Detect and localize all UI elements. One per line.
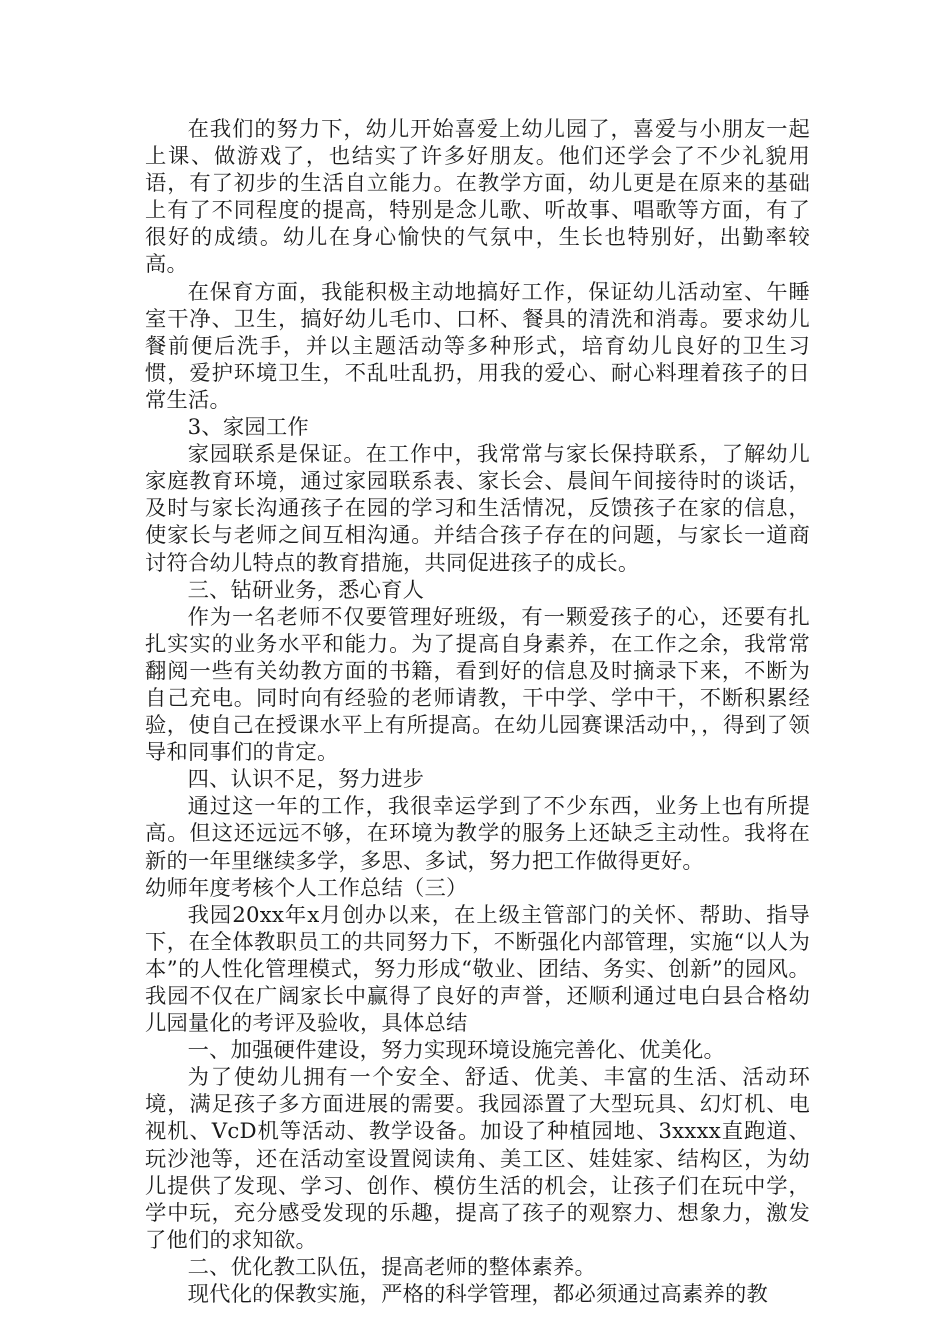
section-heading-3: 3、家园工作: [187, 415, 309, 441]
paragraph-10: 我园20xx年x月创办以来，在上级主管部门的关怀、帮助、指导下，在全体教职员工的共同努力下，不断强化内部管理，实施“以人为本”的人性化管理模式，努力形成“敬业、团结、务实、创新”的园风。我园不仅在广阔家长中赢得了良好的声誉，还顺利通过电白县合格幼儿园量化的考评及验收，具体总结: [145, 902, 810, 1037]
paragraph-8: 通过这一年的工作，我很幸运学到了不少东西，业务上也有所提高。但这还远远不够，在环境为教学的服务上还缺乏主动性。我将在新的一年里继续多学，多思、多试，努力把工作做得更好。: [145, 794, 810, 874]
section-heading-11: 一、加强硬件建设，努力实现环境设施完善化、优美化。: [187, 1038, 726, 1064]
paragraph-6: 作为一名老师不仅要管理好班级，有一颗爱孩子的心，还要有扎扎实实的业务水平和能力。为了提高自身素养，在工作之余，我常常翻阅一些有关幼教方面的书籍，看到好的信息及时摘录下来，不断为自己充电。同时向有经验的老师请教，干中学、学中干，不断积累经验，使自己在授课水平上有所提高。在幼儿园赛课活动中，，得到了领导和同事们的肯定。: [145, 604, 810, 766]
paragraph-12: 为了使幼儿拥有一个安全、舒适、优美、丰富的生活、活动环境，满足孩子多方面进展的需要。我园添置了大型玩具、幻灯机、电视机、VcD机等活动、教学设备。加设了种植园地、3xxxx直跑道、玩沙池等，还在活动室设置阅读角、美工区、娃娃家、结构区，为幼儿提供了发现、学习、创作、模仿生活的机会，让孩子们在玩中学，学中玩，充分感受发现的乐趣，提高了孩子的观察力、想象力，激发了他们的求知欲。: [145, 1065, 810, 1253]
paragraph-4: 家园联系是保证。在工作中，我常常与家长保持联系，了解幼儿家庭教育环境，通过家园联系表、家长会、晨间午间接待时的谈话，及时与家长沟通孩子在园的学习和生活情况，反馈孩子在家的信息，使家长与老师之间互相沟通。并结合孩子存在的问题，与家长一道商讨符合幼儿特点的教育措施，共同促进孩子的成长。: [145, 442, 810, 576]
document-subtitle: 幼师年度考核个人工作总结（三）: [145, 875, 468, 901]
section-heading-13: 二、优化教工队伍，提高老师的整体素养。: [187, 1254, 597, 1280]
section-heading-5: 三、钻研业务，悉心育人: [187, 577, 425, 603]
paragraph-1: 在我们的努力下，幼儿开始喜爱上幼儿园了，喜爱与小朋友一起上课、做游戏了，也结实了许多好朋友。他们还学会了不少礼貌用语，有了初步的生活自立能力。在教学方面，幼儿更是在原来的基础上有了不同程度的提高，特别是念儿歌、听故事、唱歌等方面，有了很好的成绩。幼儿在身心愉快的气氛中，生长也特别好，出勤率较高。: [145, 117, 810, 278]
paragraph-14: 现代化的保教实施，严格的科学管理，都必须通过高素养的教: [187, 1282, 769, 1308]
paragraph-2: 在保育方面，我能积极主动地搞好工作，保证幼儿活动室、午睡室干净、卫生，搞好幼儿毛巾、口杯、餐具的清洗和消毒。要求幼儿餐前便后洗手，并以主题活动等多种形式，培育幼儿良好的卫生习惯，爱护环境卫生，不乱吐乱扔，用我的爱心、耐心料理着孩子的日常生活。: [145, 279, 810, 413]
section-heading-7: 四、认识不足，努力进步: [187, 767, 425, 793]
document-body: [145, 116, 810, 1308]
